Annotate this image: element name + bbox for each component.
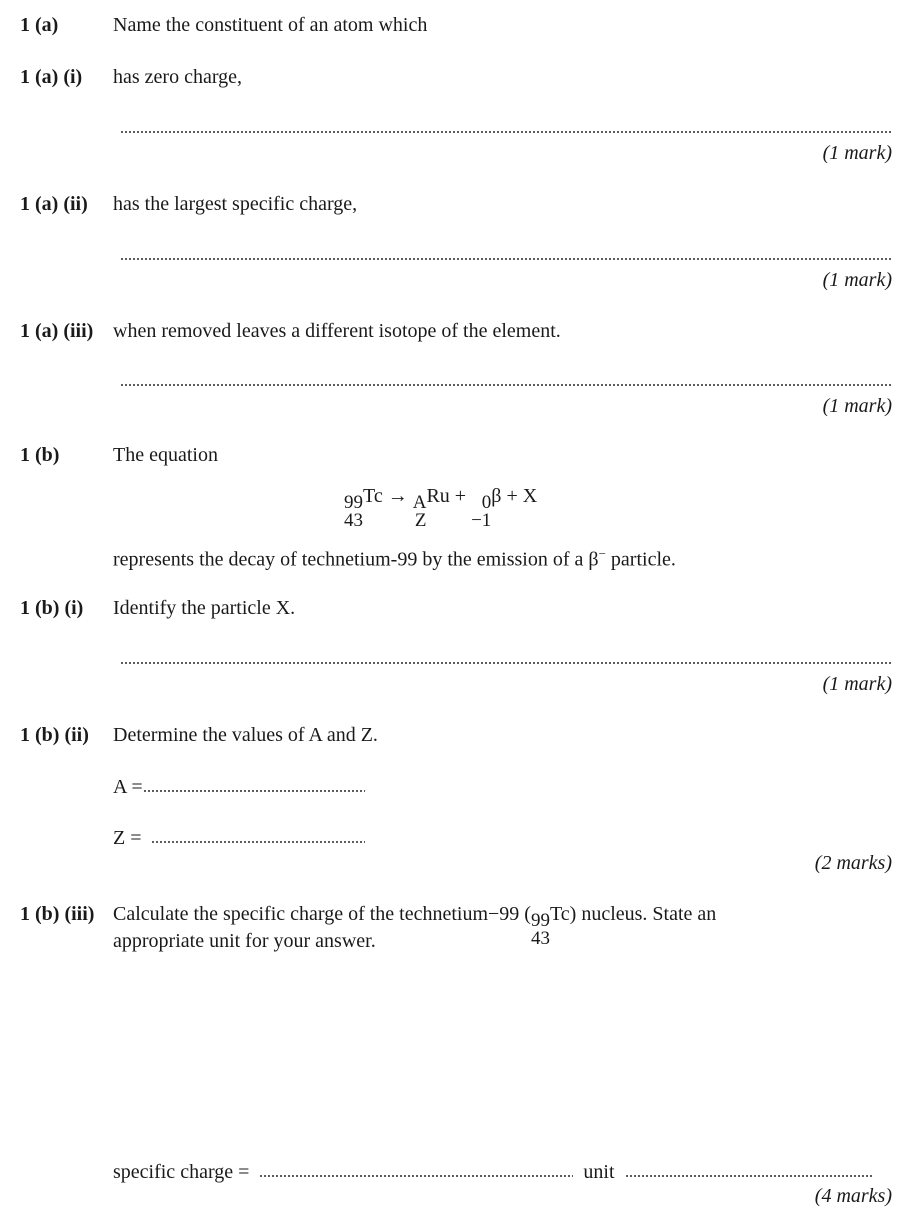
element-symbol: β — [491, 485, 502, 507]
atomic-number: 43 — [344, 510, 363, 532]
answer-line[interactable] — [120, 661, 893, 665]
question-text: The equation — [113, 444, 218, 466]
element-symbol: Tc — [549, 903, 570, 925]
z-answer-line[interactable] — [151, 838, 365, 844]
z-label: Z = — [113, 827, 142, 849]
mark-allocation: (4 marks) — [814, 1185, 892, 1207]
question-text: has zero charge, — [113, 66, 243, 88]
atomic-number: Z — [414, 510, 427, 532]
specific-charge-label: specific charge = — [113, 1161, 250, 1183]
question-text: Name the constituent of an atom which — [113, 14, 428, 36]
atomic-number: −1 — [471, 510, 492, 532]
atomic-number: 43 — [530, 928, 550, 950]
question-number: 1 (b) (iii) — [20, 903, 95, 925]
arrow-icon: → — [387, 485, 408, 507]
unit-label: unit — [583, 1161, 615, 1183]
question-text: Identify the particle X. — [113, 597, 296, 619]
question-text-start: Calculate the specific charge of the technetium−99 ( — [113, 903, 531, 925]
question-number: 1 (a) (ii) — [20, 193, 88, 215]
a-answer-line[interactable] — [143, 787, 365, 793]
z-value-row — [113, 827, 365, 850]
question-text: Determine the values of A and Z. — [113, 724, 378, 746]
description-text-end: particle. — [605, 548, 676, 571]
question-number: 1 (a) — [20, 14, 59, 36]
question-text: when removed leaves a different isotope of the element. — [113, 320, 561, 342]
plus-x: + X — [506, 485, 538, 507]
nuclide-tc-inline — [531, 903, 570, 948]
question-number: 1 (b) (i) — [20, 597, 84, 619]
question-number: 1 (a) (i) — [20, 66, 83, 88]
nuclide-beta — [471, 485, 501, 530]
question-number: 1 (b) (ii) — [20, 724, 89, 746]
answer-line[interactable] — [120, 383, 893, 387]
mark-allocation: (1 mark) — [822, 142, 892, 164]
question-text-line2: appropriate unit for your answer. — [113, 930, 376, 952]
nuclide-tc — [344, 485, 383, 530]
element-symbol: Ru — [426, 485, 450, 507]
mark-allocation: (1 mark) — [822, 269, 892, 291]
decay-equation — [344, 485, 537, 530]
nuclide-ru — [413, 485, 450, 530]
beta-minus-superscript: − — [598, 546, 606, 561]
answer-line[interactable] — [120, 130, 893, 134]
mass-number: A — [412, 492, 427, 513]
question-number: 1 (b) — [20, 444, 60, 466]
plus-sign: + — [454, 485, 467, 507]
mass-number: 99 — [344, 492, 363, 513]
question-number: 1 (a) (iii) — [20, 320, 94, 342]
answer-row — [113, 1161, 873, 1184]
answer-line[interactable] — [120, 257, 893, 261]
element-symbol: Tc — [363, 485, 383, 507]
mark-allocation: (1 mark) — [822, 673, 892, 695]
equation-description — [113, 546, 676, 572]
mass-number: 99 — [530, 910, 550, 931]
mark-allocation: (2 marks) — [814, 852, 892, 874]
mass-number: 0 — [481, 492, 492, 513]
unit-answer-line[interactable] — [625, 1172, 873, 1178]
specific-charge-answer-line[interactable] — [259, 1172, 573, 1178]
question-text: has the largest specific charge, — [113, 193, 358, 215]
a-value-row — [113, 776, 365, 799]
question-text-end: ) nucleus. State an — [569, 903, 717, 925]
a-label: A = — [113, 776, 143, 798]
mark-allocation: (1 mark) — [822, 395, 892, 417]
description-text: represents the decay of technetium-99 by the emission of a β — [113, 548, 599, 571]
